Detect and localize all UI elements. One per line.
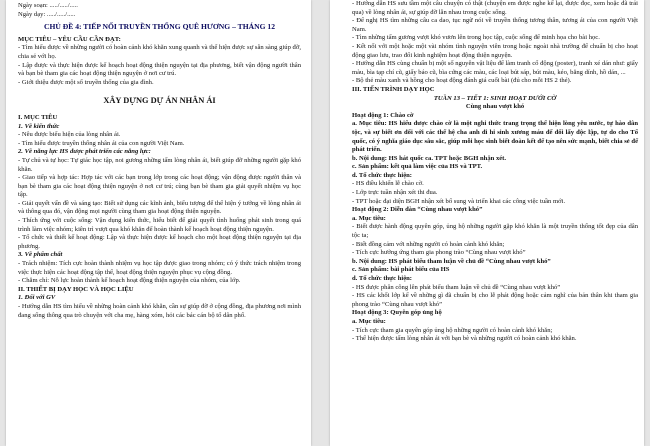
paragraph: - Nêu được biểu hiện của lòng nhân ái. bbox=[18, 131, 121, 139]
paragraph: - Giao tiếp và hợp tác: Hợp tác với các bạn trong lớp trong các hoạt động; vận động được người thân và bạn bè tham gia các hoạt động thiện nguyện ở nơi cư trú; cùng bạn bè tham gia giải quyết nhiệm vụ học tập. bbox=[18, 174, 301, 199]
left-blocks bbox=[18, 36, 301, 88]
paragraph: c. Sản phẩm: bài phát biểu của HS bbox=[352, 266, 450, 274]
left-blocks-2 bbox=[18, 114, 301, 320]
date-taught: Ngày dạy: ...../...../..... bbox=[18, 10, 76, 18]
paragraph: - Tìm những tấm gương vượt khó vươn lên trong học tập, cuộc sống để minh họa cho bài học. bbox=[352, 34, 600, 42]
page-content bbox=[352, 0, 638, 344]
project-title: XÂY DỰNG DỰ ÁN NHÂN ÁI bbox=[103, 96, 216, 106]
paragraph: - Chăm chỉ: Nỗ lực hoàn thành kế hoạch hoạt động thiện nguyện của nhóm, của lớp. bbox=[18, 277, 241, 285]
paragraph: Cùng nhau vượt khó bbox=[465, 103, 525, 111]
paragraph: Hoạt động 2: Diễn đàn “Cùng nhau vượt khó” bbox=[352, 206, 483, 214]
paragraph: - Tích cực hưởng ứng tham gia phong trào “Cùng nhau vượt khó” bbox=[352, 249, 526, 257]
paragraph: a. Mục tiêu: HS hiểu được chào cờ là một nghi thức trang trọng thể hiện lòng yêu nước, tự hào dân tộc, và sự biết ơn đối với các thế hệ cha anh đi hi sinh xương máu để đổi lấy độc lập, tự do cho Tổ quốc, có ý nghĩa giáo dục sâu sắc, giúp mỗi học sinh biết đoàn kết để tạo nên sức mạnh, biết chia sẻ để phát triển. bbox=[352, 120, 638, 154]
paragraph: Hoạt động 3: Quyên góp ủng hộ bbox=[352, 309, 442, 317]
paragraph: - Lớp trực tuần nhận xét thi đua. bbox=[352, 189, 438, 197]
paragraph: - Tự chủ và tự học: Tự giác học tập, noi gương những tấm lòng nhân ái, biết giúp đỡ những người gặp khó khăn. bbox=[18, 156, 301, 173]
paragraph: 1. Đối với GV bbox=[18, 294, 56, 302]
paragraph: - Tìm hiểu được về những người có hoàn cảnh khó khăn xung quanh và thể hiện được sự sẵn sàng giúp đỡ, chia sẻ với họ. bbox=[18, 44, 301, 60]
paragraph: - Giới thiệu được một số truyền thống của gia đình. bbox=[18, 78, 154, 86]
paragraph: d. Tổ chức thực hiện: bbox=[352, 275, 412, 282]
paragraph: c. Sản phẩm: kết quả làm việc của HS và TPT. bbox=[352, 163, 483, 171]
paragraph: a. Mục tiêu: bbox=[352, 214, 386, 222]
paragraph: - Trách nhiệm: Tích cực hoàn thành nhiệm vụ học tập được giao trong nhóm; có ý thức trách nhiệm trong việc thực hiện các hoạt động tập thể, hoạt động thiện nguyện phục vụ cộng đồng. bbox=[18, 260, 301, 276]
paragraph: - Tìm hiểu được truyền thống nhân ái của con người Việt Nam. bbox=[18, 139, 185, 147]
paragraph: III. TIẾN TRÌNH DẠY HỌC bbox=[352, 85, 435, 93]
paragraph: - Để nghị HS tìm những câu ca dao, tục ngữ nói về truyền thống tương thân, tương ái của con người Việt Nam. bbox=[352, 17, 638, 33]
paragraph: - TPT hoặc đại diện BGH nhận xét bổ sung và triển khai các công việc tuần mới. bbox=[352, 197, 566, 205]
paragraph: 1. Về kiến thức bbox=[18, 122, 60, 130]
paragraph: - Biết được hành động quyên góp, ủng hộ những người gặp khó khăn là một truyền thống tốt đẹp của dân tộc ta; bbox=[352, 223, 638, 240]
paragraph: d. Tổ chức thực hiện: bbox=[352, 171, 412, 179]
right-blocks bbox=[352, 0, 638, 344]
paragraph: - HS các khối lớp kể về những gì đã chuẩn bị cho lễ phát động hoặc cảm nghĩ của bản thân khi tham gia phong trào “Cùng nhau vượt khó” bbox=[352, 292, 638, 308]
paragraph: b. Nội dung: HS phát biểu tham luận về chủ đề “Cùng nhau vượt khó” bbox=[352, 257, 551, 265]
paragraph: - Hướng dẫn HS cùng chuẩn bị một số nguyên vật liệu để làm tranh cổ động (poster), tranh xé dán như: giấy màu, bìa tạp chí cũ, giấy báo cũ, bìa cứng các màu, các loại bút sáp, bút màu, kéo, băng dính, hồ dán, ... bbox=[352, 60, 638, 76]
paragraph: - Hướng dẫn HS sưu tầm một câu chuyện có thật (chuyện em được nghe kể lại, được đọc, xem hoặc đã trải qua) về lòng nhân ái, sự giúp đỡ lẫn nhau trong cuộc sống. bbox=[352, 0, 638, 16]
paragraph: - Bộ thẻ màu xanh và hồng cho hoạt động đánh giá cuối bài (đủ cho mỗi HS 2 thẻ). bbox=[352, 77, 572, 85]
paragraph: - Giải quyết vấn đề và sáng tạo: Biết sử dụng các kĩnh ảnh, biểu tượng để thể hiện ý tưởng về lòng nhân ái và thông qua đó, vận động mọi người cùng tham gia hoạt động thiện nguyện. bbox=[18, 199, 301, 216]
paragraph: TUẦN 13 – TIẾT 1: SINH HOẠT DƯỚI CỜ bbox=[433, 94, 557, 102]
paragraph: II. THIẾT BỊ DẠY HỌC VÀ HỌC LIỆU bbox=[18, 285, 134, 293]
chapter-title: CHỦ ĐỀ 4: TIẾP NỐI TRUYỀN THỐNG QUÊ HƯƠNG – THÁNG 12 bbox=[43, 22, 275, 32]
paragraph: - Thích ứng với cuộc sống: Vận dụng kiến thức, hiểu biết để giải quyết tình huống phát sinh trong quá trình làm việc nhóm; kiên trì vượt qua khó khăn để hoàn thành kế hoạch hoạt động thiện nguyện. bbox=[18, 217, 301, 233]
paragraph: - HS được phân công lên phát biểu tham luận về chủ đề “Cùng nhau vượt khó” bbox=[352, 283, 561, 291]
paragraph: - Biết đồng cảm với những người có hoàn cảnh khó khăn; bbox=[352, 240, 505, 248]
paragraph: - Tích cực tham gia quyên góp ủng hộ những người có hoàn cảnh khó khăn; bbox=[352, 326, 553, 334]
paragraph: - Tổ chức và thiết kế hoạt động: Lập và thực hiện được kế hoạch cho một hoạt động thiện nguyện tại địa phương. bbox=[18, 234, 301, 250]
date-prepared: Ngày soạn: ...../...../..... bbox=[18, 2, 78, 9]
paragraph: - Kết nối với một hoặc một vài nhóm tình nguyện viên trong hoặc ngoài nhà trường để chuẩn bị cho hoạt động giao lưu, trao đổi kinh nghiệm hoạt động thiện nguyện. bbox=[352, 42, 638, 59]
paragraph: a. Mục tiêu: bbox=[352, 317, 386, 325]
paragraph: MỤC TIÊU – YÊU CẦU CẦN ĐẠT: bbox=[18, 35, 121, 43]
paragraph: - Thể hiện được tấm lòng nhân ái với bạn bè và những người có hoàn cảnh khó khăn. bbox=[352, 335, 577, 343]
document-page-left bbox=[6, 0, 311, 446]
paragraph: b. Nội dung: HS hát quốc ca. TPT hoặc BGH nhận xét. bbox=[352, 154, 507, 162]
paragraph: Hoạt động 1: Chào cờ bbox=[352, 111, 414, 119]
paragraph: - Lập được và thực hiện được kế hoạch hoạt động thiện nguyện tại địa phương, biết vận động người thân và bạn bè tham gia các hoạt động thiện nguyện ở nơi cư trú. bbox=[18, 61, 301, 78]
paragraph: - HS điều khiển lễ chào cờ. bbox=[352, 180, 424, 188]
page-content bbox=[18, 0, 301, 320]
paragraph: - Hướng dẫn HS tìm hiểu về những hoàn cảnh khó khăn, cần sự giúp đỡ ở cộng đồng, địa phương nơi mình đang sống thông qua trò chuyện với cha mẹ, hàng xóm, hỏi các bác cán bộ tổ dân phố. bbox=[18, 303, 301, 319]
paragraph: 3. Về phẩm chất bbox=[18, 251, 63, 259]
document-page-right bbox=[330, 0, 644, 446]
paragraph: 2. Về năng lực HS được phát triển các năng lực: bbox=[18, 148, 151, 156]
paragraph: I. MỤC TIÊU bbox=[18, 113, 58, 121]
